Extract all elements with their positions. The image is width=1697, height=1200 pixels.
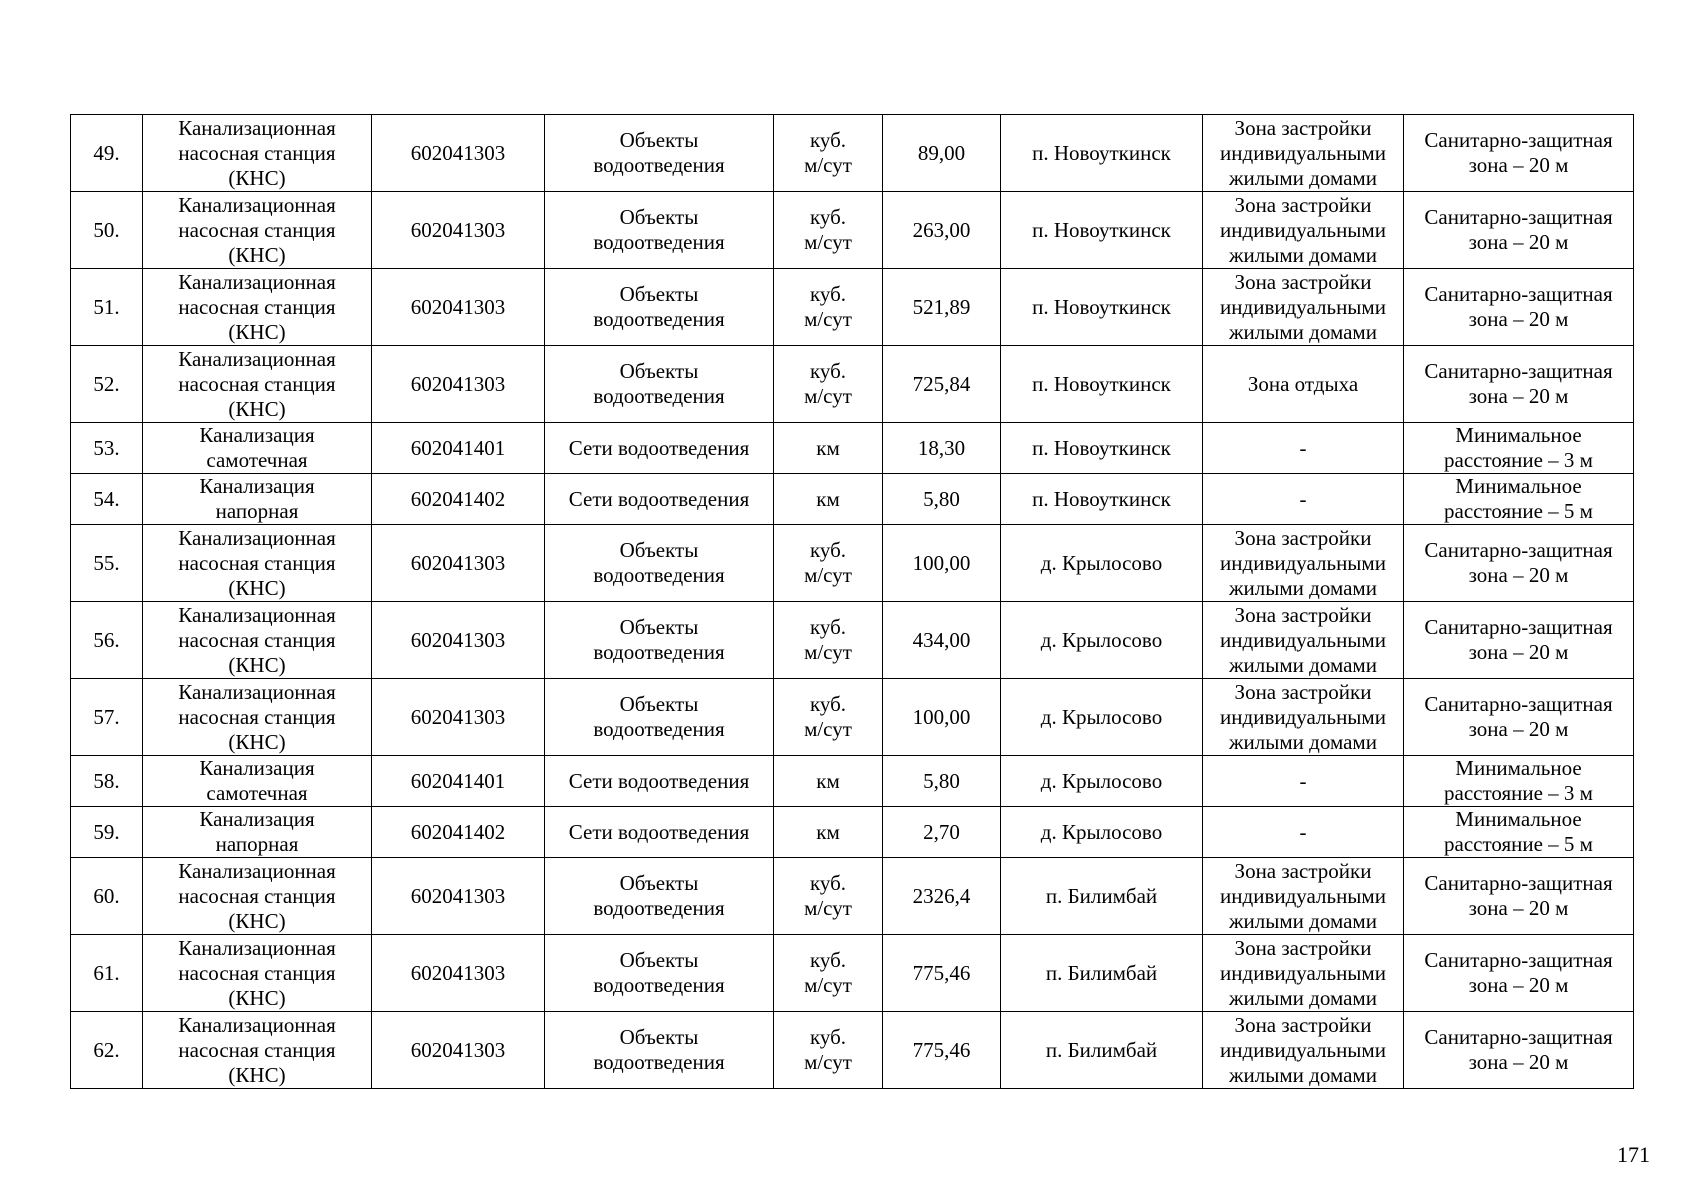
capacity-value-cell: 775,46 xyxy=(883,1012,1001,1089)
zone-cell-line: индивидуальными xyxy=(1220,883,1386,908)
zone-cell xyxy=(1203,115,1404,192)
unit-cell-line: куб. xyxy=(809,128,847,152)
unit-cell xyxy=(774,423,883,474)
object-type-cell xyxy=(545,525,774,602)
row-number-cell: 56. xyxy=(71,602,143,679)
object-name-cell xyxy=(143,474,372,525)
object-name-cell xyxy=(143,602,372,679)
zone-cell-line: жилыми домами xyxy=(1229,1062,1377,1087)
object-name-cell-line: Канализационная xyxy=(178,858,336,883)
zone-cell-line: - xyxy=(1299,768,1307,793)
restriction-cell-line: зона – 20 м xyxy=(1468,307,1569,331)
zone-cell xyxy=(1203,756,1404,807)
capacity-value-cell: 89,00 xyxy=(883,115,1001,192)
row-number-cell: 60. xyxy=(71,858,143,935)
table-row xyxy=(71,474,1634,525)
object-name-cell-line: (КНС) xyxy=(228,908,286,933)
object-code-cell: 602041402 xyxy=(372,807,545,858)
zone-cell-line: Зона застройки xyxy=(1234,679,1372,704)
location-cell: п. Новоуткинск xyxy=(1001,346,1203,423)
object-code-cell: 602041303 xyxy=(372,525,545,602)
row-number-cell: 61. xyxy=(71,935,143,1012)
restriction-cell xyxy=(1404,423,1634,474)
zone-cell-line: жилыми домами xyxy=(1229,575,1377,600)
zone-cell-line: Зона застройки xyxy=(1234,858,1372,883)
unit-cell xyxy=(774,346,883,423)
unit-cell xyxy=(774,1012,883,1089)
table-row xyxy=(71,115,1634,192)
unit-cell xyxy=(774,807,883,858)
restriction-cell xyxy=(1404,115,1634,192)
object-code-cell: 602041402 xyxy=(372,474,545,525)
zone-cell-line: - xyxy=(1299,486,1307,511)
object-name-cell-line: самотечная xyxy=(206,781,308,805)
row-number-cell: 52. xyxy=(71,346,143,423)
capacity-value-cell: 18,30 xyxy=(883,423,1001,474)
location-cell: д. Крылосово xyxy=(1001,807,1203,858)
table-row xyxy=(71,602,1634,679)
object-code-cell: 602041303 xyxy=(372,346,545,423)
unit-cell-line: м/сут xyxy=(804,153,852,177)
object-name-cell-line: (КНС) xyxy=(228,242,286,267)
object-type-cell-line: Объекты xyxy=(619,871,699,895)
zone-cell-line: индивидуальными xyxy=(1220,704,1386,729)
zone-cell-line: Зона застройки xyxy=(1234,525,1372,550)
object-type-cell xyxy=(545,192,774,269)
object-name-cell-line: насосная станция xyxy=(178,550,336,575)
restriction-cell xyxy=(1404,858,1634,935)
object-name-cell-line: Канализация xyxy=(199,474,315,498)
table-row xyxy=(71,858,1634,935)
object-name-cell-line: Канализационная xyxy=(178,269,336,294)
object-type-cell-line: Объекты xyxy=(619,128,699,152)
facilities-table xyxy=(70,114,1634,1089)
object-name-cell xyxy=(143,423,372,474)
row-number-cell: 50. xyxy=(71,192,143,269)
object-type-cell-line: водоотведения xyxy=(593,153,725,177)
restriction-cell xyxy=(1404,192,1634,269)
object-type-cell xyxy=(545,474,774,525)
zone-cell-line: индивидуальными xyxy=(1220,217,1386,242)
object-type-cell xyxy=(545,756,774,807)
location-cell: п. Новоуткинск xyxy=(1001,192,1203,269)
object-name-cell-line: Канализация xyxy=(199,807,315,831)
restriction-cell-line: расстояние – 5 м xyxy=(1444,832,1593,856)
object-name-cell-line: (КНС) xyxy=(228,652,286,677)
object-name-cell-line: насосная станция xyxy=(178,294,336,319)
object-type-cell xyxy=(545,269,774,346)
object-type-cell-line: водоотведения xyxy=(593,307,725,331)
zone-cell xyxy=(1203,602,1404,679)
object-name-cell-line: Канализационная xyxy=(178,1012,336,1037)
zone-cell-line: Зона застройки xyxy=(1234,192,1372,217)
table-row xyxy=(71,807,1634,858)
object-name-cell-line: насосная станция xyxy=(178,140,336,165)
object-code-cell: 602041303 xyxy=(372,192,545,269)
restriction-cell-line: зона – 20 м xyxy=(1468,384,1569,408)
unit-cell xyxy=(774,269,883,346)
restriction-cell-line: зона – 20 м xyxy=(1468,973,1569,997)
object-name-cell-line: насосная станция xyxy=(178,627,336,652)
unit-cell-line: м/сут xyxy=(804,640,852,664)
restriction-cell xyxy=(1404,756,1634,807)
unit-cell-line: м/сут xyxy=(804,307,852,331)
table-row xyxy=(71,525,1634,602)
unit-cell-line: куб. xyxy=(809,615,847,639)
object-type-cell xyxy=(545,807,774,858)
object-name-cell-line: насосная станция xyxy=(178,883,336,908)
restriction-cell-line: расстояние – 3 м xyxy=(1444,448,1593,472)
table-row xyxy=(71,1012,1634,1089)
location-cell: п. Билимбай xyxy=(1001,858,1203,935)
location-cell: п. Билимбай xyxy=(1001,1012,1203,1089)
object-type-cell-line: водоотведения xyxy=(593,896,725,920)
object-name-cell-line: Канализационная xyxy=(178,192,336,217)
object-name-cell-line: (КНС) xyxy=(228,319,286,344)
object-code-cell: 602041303 xyxy=(372,602,545,679)
zone-cell-line: индивидуальными xyxy=(1220,1037,1386,1062)
object-name-cell-line: Канализационная xyxy=(178,679,336,704)
unit-cell xyxy=(774,935,883,1012)
restriction-cell-line: зона – 20 м xyxy=(1468,640,1569,664)
row-number-cell: 62. xyxy=(71,1012,143,1089)
object-name-cell xyxy=(143,192,372,269)
row-number-cell: 57. xyxy=(71,679,143,756)
restriction-cell-line: Минимальное xyxy=(1455,474,1582,498)
zone-cell-line: индивидуальными xyxy=(1220,294,1386,319)
row-number-cell: 58. xyxy=(71,756,143,807)
unit-cell-line: куб. xyxy=(809,871,847,895)
table-row xyxy=(71,935,1634,1012)
object-name-cell xyxy=(143,935,372,1012)
table-row xyxy=(71,346,1634,423)
object-name-cell-line: насосная станция xyxy=(178,1037,336,1062)
object-name-cell-line: Канализация xyxy=(199,756,315,780)
restriction-cell-line: зона – 20 м xyxy=(1468,717,1569,741)
unit-cell-line: куб. xyxy=(809,692,847,716)
unit-cell xyxy=(774,474,883,525)
object-name-cell-line: (КНС) xyxy=(228,729,286,754)
zone-cell-line: Зона застройки xyxy=(1234,269,1372,294)
object-type-cell xyxy=(545,1012,774,1089)
object-type-cell-line: водоотведения xyxy=(593,1050,725,1074)
zone-cell xyxy=(1203,474,1404,525)
object-code-cell: 602041303 xyxy=(372,679,545,756)
row-number-cell: 51. xyxy=(71,269,143,346)
object-name-cell xyxy=(143,756,372,807)
restriction-cell xyxy=(1404,807,1634,858)
restriction-cell xyxy=(1404,1012,1634,1089)
object-code-cell: 602041303 xyxy=(372,269,545,346)
object-name-cell-line: самотечная xyxy=(206,448,308,472)
object-name-cell xyxy=(143,679,372,756)
unit-cell-line: м/сут xyxy=(804,230,852,254)
object-type-cell xyxy=(545,935,774,1012)
unit-cell-line: м/сут xyxy=(804,384,852,408)
object-name-cell-line: Канализационная xyxy=(178,525,336,550)
location-cell: п. Новоуткинск xyxy=(1001,423,1203,474)
location-cell: д. Крылосово xyxy=(1001,525,1203,602)
object-type-cell xyxy=(545,115,774,192)
restriction-cell-line: Минимальное xyxy=(1455,423,1582,447)
unit-cell-line: км xyxy=(816,435,840,460)
object-code-cell: 602041401 xyxy=(372,423,545,474)
row-number-cell: 49. xyxy=(71,115,143,192)
object-name-cell-line: (КНС) xyxy=(228,396,286,421)
zone-cell-line: жилыми домами xyxy=(1229,165,1377,190)
object-name-cell-line: Канализационная xyxy=(178,602,336,627)
unit-cell xyxy=(774,679,883,756)
object-name-cell xyxy=(143,346,372,423)
restriction-cell xyxy=(1404,935,1634,1012)
zone-cell xyxy=(1203,525,1404,602)
zone-cell-line: жилыми домами xyxy=(1229,908,1377,933)
table-body xyxy=(71,115,1634,1089)
object-name-cell xyxy=(143,858,372,935)
zone-cell-line: индивидуальными xyxy=(1220,550,1386,575)
unit-cell-line: куб. xyxy=(809,538,847,562)
unit-cell-line: км xyxy=(816,819,840,844)
zone-cell-line: жилыми домами xyxy=(1229,652,1377,677)
location-cell: д. Крылосово xyxy=(1001,679,1203,756)
object-type-cell-line: Сети водоотведения xyxy=(568,435,750,460)
unit-cell xyxy=(774,525,883,602)
restriction-cell-line: расстояние – 5 м xyxy=(1444,499,1593,523)
table-row xyxy=(71,192,1634,269)
zone-cell-line: жилыми домами xyxy=(1229,319,1377,344)
restriction-cell xyxy=(1404,269,1634,346)
zone-cell xyxy=(1203,807,1404,858)
object-name-cell-line: насосная станция xyxy=(178,371,336,396)
zone-cell-line: Зона застройки xyxy=(1234,1012,1372,1037)
restriction-cell-line: зона – 20 м xyxy=(1468,1050,1569,1074)
zone-cell-line: жилыми домами xyxy=(1229,242,1377,267)
object-name-cell-line: Канализация xyxy=(199,423,315,447)
zone-cell-line: жилыми домами xyxy=(1229,729,1377,754)
object-type-cell-line: Объекты xyxy=(619,615,699,639)
object-type-cell-line: Объекты xyxy=(619,538,699,562)
location-cell: п. Новоуткинск xyxy=(1001,269,1203,346)
row-number-cell: 53. xyxy=(71,423,143,474)
zone-cell-line: индивидуальными xyxy=(1220,960,1386,985)
restriction-cell-line: Санитарно-защитная xyxy=(1424,538,1613,562)
unit-cell-line: м/сут xyxy=(804,1050,852,1074)
object-name-cell-line: Канализационная xyxy=(178,115,336,140)
restriction-cell-line: Санитарно-защитная xyxy=(1424,948,1613,972)
object-code-cell: 602041303 xyxy=(372,935,545,1012)
restriction-cell-line: зона – 20 м xyxy=(1468,230,1569,254)
object-name-cell xyxy=(143,269,372,346)
object-code-cell: 602041303 xyxy=(372,1012,545,1089)
object-type-cell-line: Объекты xyxy=(619,359,699,383)
restriction-cell-line: Минимальное xyxy=(1455,756,1582,780)
restriction-cell-line: Санитарно-защитная xyxy=(1424,128,1613,152)
restriction-cell-line: Санитарно-защитная xyxy=(1424,1025,1613,1049)
restriction-cell xyxy=(1404,679,1634,756)
object-name-cell xyxy=(143,525,372,602)
object-type-cell xyxy=(545,346,774,423)
object-code-cell: 602041401 xyxy=(372,756,545,807)
restriction-cell xyxy=(1404,346,1634,423)
unit-cell-line: куб. xyxy=(809,948,847,972)
capacity-value-cell: 775,46 xyxy=(883,935,1001,1012)
capacity-value-cell: 100,00 xyxy=(883,525,1001,602)
object-type-cell-line: водоотведения xyxy=(593,973,725,997)
zone-cell-line: - xyxy=(1299,435,1307,460)
table-row xyxy=(71,756,1634,807)
restriction-cell-line: Санитарно-защитная xyxy=(1424,615,1613,639)
object-name-cell xyxy=(143,807,372,858)
location-cell: п. Новоуткинск xyxy=(1001,115,1203,192)
zone-cell xyxy=(1203,423,1404,474)
zone-cell-line: Зона отдыха xyxy=(1247,371,1359,396)
zone-cell xyxy=(1203,935,1404,1012)
unit-cell xyxy=(774,858,883,935)
object-type-cell-line: Объекты xyxy=(619,205,699,229)
capacity-value-cell: 100,00 xyxy=(883,679,1001,756)
location-cell: д. Крылосово xyxy=(1001,602,1203,679)
object-type-cell-line: Объекты xyxy=(619,692,699,716)
object-name-cell-line: насосная станция xyxy=(178,217,336,242)
object-type-cell-line: Объекты xyxy=(619,1025,699,1049)
unit-cell-line: м/сут xyxy=(804,973,852,997)
capacity-value-cell: 521,89 xyxy=(883,269,1001,346)
unit-cell-line: км xyxy=(816,768,840,793)
object-type-cell-line: водоотведения xyxy=(593,384,725,408)
capacity-value-cell: 263,00 xyxy=(883,192,1001,269)
unit-cell xyxy=(774,115,883,192)
unit-cell xyxy=(774,756,883,807)
object-type-cell-line: Сети водоотведения xyxy=(568,768,750,793)
zone-cell xyxy=(1203,679,1404,756)
restriction-cell xyxy=(1404,602,1634,679)
object-type-cell-line: Объекты xyxy=(619,282,699,306)
table-row xyxy=(71,423,1634,474)
table-row xyxy=(71,269,1634,346)
unit-cell-line: куб. xyxy=(809,205,847,229)
object-name-cell-line: напорная xyxy=(215,499,299,523)
restriction-cell-line: Санитарно-защитная xyxy=(1424,871,1613,895)
zone-cell-line: индивидуальными xyxy=(1220,627,1386,652)
object-name-cell xyxy=(143,1012,372,1089)
zone-cell-line: жилыми домами xyxy=(1229,985,1377,1010)
object-name-cell-line: (КНС) xyxy=(228,1062,286,1087)
object-code-cell: 602041303 xyxy=(372,115,545,192)
row-number-cell: 54. xyxy=(71,474,143,525)
zone-cell xyxy=(1203,269,1404,346)
zone-cell-line: Зона застройки xyxy=(1234,602,1372,627)
capacity-value-cell: 5,80 xyxy=(883,474,1001,525)
object-type-cell-line: водоотведения xyxy=(593,717,725,741)
object-type-cell-line: водоотведения xyxy=(593,640,725,664)
capacity-value-cell: 5,80 xyxy=(883,756,1001,807)
object-type-cell xyxy=(545,679,774,756)
object-type-cell-line: водоотведения xyxy=(593,230,725,254)
object-type-cell-line: Объекты xyxy=(619,948,699,972)
capacity-value-cell: 2326,4 xyxy=(883,858,1001,935)
zone-cell xyxy=(1203,1012,1404,1089)
object-name-cell-line: (КНС) xyxy=(228,165,286,190)
object-name-cell xyxy=(143,115,372,192)
location-cell: п. Билимбай xyxy=(1001,935,1203,1012)
location-cell: п. Новоуткинск xyxy=(1001,474,1203,525)
location-cell: д. Крылосово xyxy=(1001,756,1203,807)
restriction-cell-line: Санитарно-защитная xyxy=(1424,692,1613,716)
object-name-cell-line: напорная xyxy=(215,832,299,856)
unit-cell xyxy=(774,192,883,269)
unit-cell xyxy=(774,602,883,679)
capacity-value-cell: 2,70 xyxy=(883,807,1001,858)
object-code-cell: 602041303 xyxy=(372,858,545,935)
unit-cell-line: м/сут xyxy=(804,717,852,741)
unit-cell-line: куб. xyxy=(809,282,847,306)
object-name-cell-line: (КНС) xyxy=(228,575,286,600)
zone-cell xyxy=(1203,858,1404,935)
object-type-cell-line: Сети водоотведения xyxy=(568,819,750,844)
object-name-cell-line: Канализационная xyxy=(178,346,336,371)
object-type-cell xyxy=(545,858,774,935)
unit-cell-line: куб. xyxy=(809,1025,847,1049)
zone-cell xyxy=(1203,346,1404,423)
restriction-cell xyxy=(1404,525,1634,602)
object-name-cell-line: насосная станция xyxy=(178,704,336,729)
restriction-cell-line: Санитарно-защитная xyxy=(1424,282,1613,306)
restriction-cell-line: зона – 20 м xyxy=(1468,896,1569,920)
unit-cell-line: м/сут xyxy=(804,896,852,920)
zone-cell-line: - xyxy=(1299,819,1307,844)
row-number-cell: 59. xyxy=(71,807,143,858)
capacity-value-cell: 725,84 xyxy=(883,346,1001,423)
restriction-cell-line: Санитарно-защитная xyxy=(1424,359,1613,383)
object-name-cell-line: Канализационная xyxy=(178,935,336,960)
zone-cell xyxy=(1203,192,1404,269)
zone-cell-line: индивидуальными xyxy=(1220,140,1386,165)
page-number: 171 xyxy=(1617,1142,1650,1167)
object-name-cell-line: (КНС) xyxy=(228,985,286,1010)
restriction-cell xyxy=(1404,474,1634,525)
row-number-cell: 55. xyxy=(71,525,143,602)
zone-cell-line: Зона застройки xyxy=(1234,115,1372,140)
table-row xyxy=(71,679,1634,756)
object-name-cell-line: насосная станция xyxy=(178,960,336,985)
restriction-cell-line: Санитарно-защитная xyxy=(1424,205,1613,229)
restriction-cell-line: Минимальное xyxy=(1455,807,1582,831)
object-type-cell xyxy=(545,602,774,679)
unit-cell-line: м/сут xyxy=(804,563,852,587)
object-type-cell xyxy=(545,423,774,474)
object-type-cell-line: водоотведения xyxy=(593,563,725,587)
capacity-value-cell: 434,00 xyxy=(883,602,1001,679)
object-type-cell-line: Сети водоотведения xyxy=(568,486,750,511)
unit-cell-line: км xyxy=(816,486,840,511)
zone-cell-line: Зона застройки xyxy=(1234,935,1372,960)
restriction-cell-line: зона – 20 м xyxy=(1468,153,1569,177)
unit-cell-line: куб. xyxy=(809,359,847,383)
restriction-cell-line: расстояние – 3 м xyxy=(1444,781,1593,805)
restriction-cell-line: зона – 20 м xyxy=(1468,563,1569,587)
